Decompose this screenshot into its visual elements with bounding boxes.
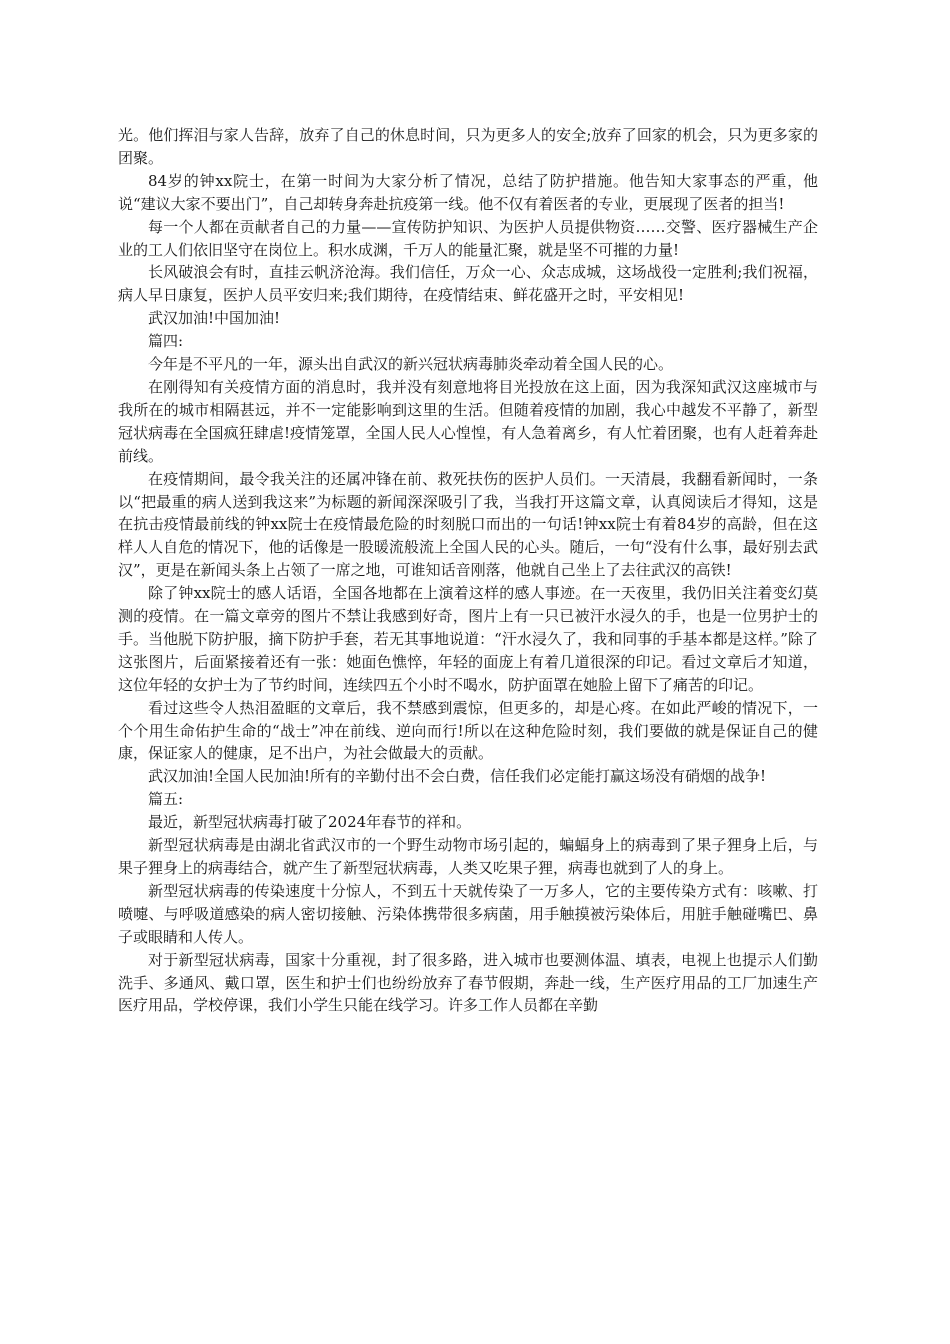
paragraph-7: 在刚得知有关疫情方面的消息时，我并没有刻意地将目光投放在这上面，因为我深知武汉这座城市与我所在的城市相隔甚远，并不一定能影响到这里的生活。但随着疫情的加剧，我心中越发不平静了，新型冠状病毒在全国疯狂肆虐!疫情笼罩，全国人民人心惶惶，有人急着离乡，有人忙着团聚，也有人赶着奔赴前线。 xyxy=(118,377,818,465)
paragraph-1: 光。他们挥泪与家人告辞，放弃了自己的休息时间，只为更多人的安全;放弃了回家的机会，只为更多家的团聚。 xyxy=(118,126,818,167)
paragraph-2: 84岁的钟xx院士，在第一时间为大家分析了情况，总结了防护措施。他告知大家事态的严重，他说“建议大家不要出门”，自己却转身奔赴抗疫第一线。他不仅有着医者的专业，更展现了医者的担当! xyxy=(118,171,818,213)
paragraph-11: 武汉加油!全国人民加油!所有的辛勤付出不会白费，信任我们必定能打赢这场没有硝烟的战争! xyxy=(148,767,767,786)
paragraph-9: 除了钟xx院士的感人话语，全国各地都在上演着这样的感人事迹。在一天夜里，我仍旧关注着变幻莫测的疫情。在一篇文章旁的图片不禁让我感到好奇，图片上有一只已被汗水浸久的手，也是一位男护士的手。当他脱下防护服，摘下防护手套，若无其事地说道：“汗水浸久了，我和同事的手基本都是这样。”除了这张图片，后面紧接着还有一张：她面色憔悴，年轻的面庞上有着几道很深的印记。看过文章后才知道，这位年轻的女护士为了节约时间，连续四五个小时不喝水，防护面罩在她脸上留下了痛苦的印记。 xyxy=(118,584,818,694)
paragraph-12: 最近，新型冠状病毒打破了2024年春节的祥和。 xyxy=(148,813,472,832)
paragraph-8: 在疫情期间，最令我关注的还属冲锋在前、救死扶伤的医护人员们。一天清晨，我翻看新闻时，一条以“把最重的病人送到我这来”为标题的新闻深深吸引了我，当我打开这篇文章，认真阅读后才得知，这是在抗击疫情最前线的钟xx院士在疫情最危险的时刻脱口而出的一句话!钟xx院士有着84岁的高龄，但在这样人人自危的情况下，他的话像是一股暖流般流上全国人民的心头。随后，一句“没有什么事，最好别去武汉”，更是在新闻头条上占领了一席之地，可谁知话音刚落，他就自己坐上了去往武汉的高铁! xyxy=(118,469,818,580)
section-heading-4: 篇四: xyxy=(148,332,184,351)
section-heading-5: 篇五: xyxy=(148,790,184,809)
paragraph-5: 武汉加油!中国加油! xyxy=(148,309,281,328)
document-page xyxy=(118,124,818,1017)
paragraph-14: 新型冠状病毒的传染速度十分惊人，不到五十天就传染了一万多人，它的主要传染方式有：咳嗽、打喷嚏、与呼吸道感染的病人密切接触、污染体携带很多病菌，用手触摸被污染体后，用脏手触碰嘴巴、鼻子或眼睛和人传人。 xyxy=(118,881,818,946)
paragraph-13: 新型冠状病毒是由湖北省武汉市的一个野生动物市场引起的，蝙蝠身上的病毒到了果子狸身上后，与果子狸身上的病毒结合，就产生了新型冠状病毒，人类又吃果子狸，病毒也就到了人的身上。 xyxy=(118,836,818,877)
paragraph-6: 今年是不平凡的一年，源头出自武汉的新兴冠状病毒肺炎牵动着全国人民的心。 xyxy=(148,355,674,374)
paragraph-10: 看过这些令人热泪盈眶的文章后，我不禁感到震惊，但更多的，却是心疼。在如此严峻的情况下，一个个用生命佑护生命的“战士”冲在前线、逆向而行!所以在这种危险时刻，我们要做的就是保证自己的健康，保证家人的健康，足不出户，为社会做最大的贡献。 xyxy=(118,698,818,763)
paragraph-4: 长风破浪会有时，直挂云帆济沧海。我们信任，万众一心、众志成城，这场战役一定胜利;我们祝福，病人早日康复，医护人员平安归来;我们期待，在疫情结束、鲜花盛开之时，平安相见! xyxy=(118,263,818,305)
paragraph-15: 对于新型冠状病毒，国家十分重视，封了很多路，进入城市也要测体温、填表，电视上也提示人们勤洗手、多通风、戴口罩，医生和护士们也纷纷放弃了春节假期，奔赴一线，生产医疗用品的工厂加速生产医疗用品，学校停课，我们小学生只能在线学习。许多工作人员都在辛勤 xyxy=(118,950,818,1015)
paragraph-3: 每一个人都在贡献者自己的力量——宣传防护知识、为医护人员提供物资……交警、医疗器械生产企业的工人们依旧坚守在岗位上。积水成渊，千万人的能量汇聚，就是坚不可摧的力量! xyxy=(118,217,818,259)
